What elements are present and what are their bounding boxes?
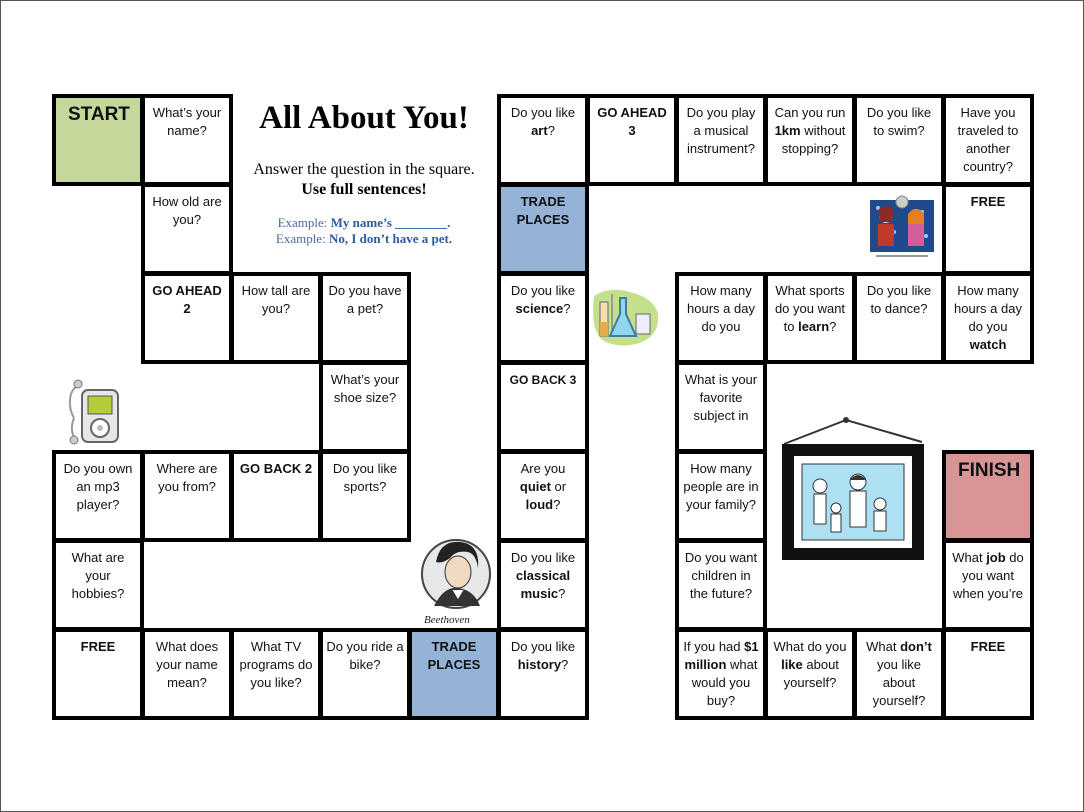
square-whats-your-name[interactable]: What’s your name? bbox=[141, 94, 233, 186]
square-quiet-loud[interactable]: Are you quiet or loud? bbox=[497, 450, 589, 542]
game-title: All About You! bbox=[259, 100, 469, 136]
square-family[interactable]: How many people are in your family? bbox=[675, 450, 767, 542]
square-traveled[interactable]: Have you traveled to another country? bbox=[942, 94, 1034, 186]
beethoven-portrait-icon bbox=[420, 534, 492, 626]
square-hobbies[interactable]: What are your hobbies? bbox=[52, 539, 144, 631]
square-hours-watch[interactable]: How many hours a day do you watch bbox=[942, 272, 1034, 364]
square-run-1km[interactable]: Can you run 1km without stopping? bbox=[764, 94, 856, 186]
square-million[interactable]: If you had $1 million what would you buy? bbox=[675, 628, 767, 720]
square-finish[interactable]: FINISH bbox=[942, 450, 1034, 542]
example-2: Example: No, I don’t have a pet. bbox=[275, 231, 453, 246]
square-hours-day[interactable]: How many hours a day do you bbox=[675, 272, 767, 364]
square-where-from[interactable]: Where are you from? bbox=[141, 450, 233, 542]
square-free-1[interactable]: FREE bbox=[52, 628, 144, 720]
square-free-2[interactable]: FREE bbox=[942, 183, 1034, 275]
square-sports-learn[interactable]: What sports do you want to learn? bbox=[764, 272, 856, 364]
mp3-player-icon bbox=[66, 378, 122, 446]
square-dont-like[interactable]: What don’t you like about yourself? bbox=[853, 628, 945, 720]
instructions bbox=[232, 160, 496, 200]
square-ride-bike[interactable]: Do you ride a bike? bbox=[319, 628, 411, 720]
square-dance[interactable]: Do you like to dance? bbox=[853, 272, 945, 364]
square-have-pet[interactable]: Do you have a pet? bbox=[319, 272, 411, 364]
example-1: Example: My name’s ________. bbox=[277, 215, 451, 230]
square-trade-places-1[interactable]: TRADE PLACES bbox=[408, 628, 500, 720]
square-start[interactable]: START bbox=[52, 94, 144, 186]
square-go-back-2[interactable]: GO BACK 2 bbox=[230, 450, 322, 542]
square-art[interactable]: Do you like art? bbox=[497, 94, 589, 186]
square-children[interactable]: Do you want children in the future? bbox=[675, 539, 767, 631]
square-trade-places-2[interactable]: TRADE PLACES bbox=[497, 183, 589, 275]
science-flasks-icon bbox=[590, 284, 662, 348]
dancing-couple-icon bbox=[866, 192, 938, 262]
square-swim[interactable]: Do you like to swim? bbox=[853, 94, 945, 186]
square-shoe-size[interactable]: What’s your shoe size? bbox=[319, 361, 411, 453]
square-name-mean[interactable]: What does your name mean? bbox=[141, 628, 233, 720]
beethoven-signature: Beethoven bbox=[424, 614, 470, 626]
square-tv-programs[interactable]: What TV programs do you like? bbox=[230, 628, 322, 720]
square-classical[interactable]: Do you like classical music? bbox=[497, 539, 589, 631]
square-fav-subject[interactable]: What is your favorite subject in bbox=[675, 361, 767, 453]
square-how-tall[interactable]: How tall are you? bbox=[230, 272, 322, 364]
family-portrait-icon bbox=[776, 414, 932, 564]
square-go-back-3[interactable]: GO BACK 3 bbox=[497, 361, 589, 453]
square-own-mp3[interactable]: Do you own an mp3 player? bbox=[52, 450, 144, 542]
square-job[interactable]: What job do you want when you’re bbox=[942, 539, 1034, 631]
square-musical[interactable]: Do you play a musical instrument? bbox=[675, 94, 767, 186]
square-like-yourself[interactable]: What do you like about yourself? bbox=[764, 628, 856, 720]
square-like-sports[interactable]: Do you like sports? bbox=[319, 450, 411, 542]
square-free-3[interactable]: FREE bbox=[942, 628, 1034, 720]
square-go-ahead-3[interactable]: GO AHEAD 3 bbox=[586, 94, 678, 186]
square-science[interactable]: Do you like science? bbox=[497, 272, 589, 364]
square-go-ahead-2[interactable]: GO AHEAD 2 bbox=[141, 272, 233, 364]
square-history[interactable]: Do you like history? bbox=[497, 628, 589, 720]
instruction-line-1: Answer the question in the square. bbox=[253, 161, 475, 178]
square-how-old[interactable]: How old are you? bbox=[141, 183, 233, 275]
instruction-line-2: Use full sentences! bbox=[301, 181, 427, 198]
